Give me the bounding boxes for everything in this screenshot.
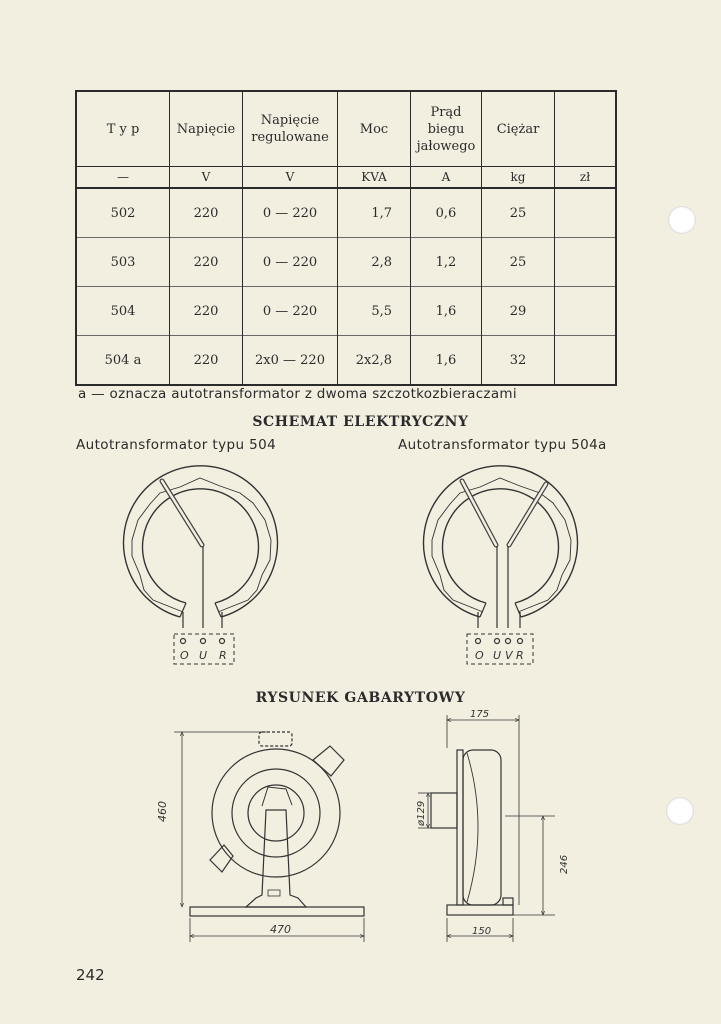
table-cell: 502	[76, 188, 170, 238]
schematic-caption-left: Autotransformator typu 504	[76, 437, 277, 453]
table-cell: 504 a	[76, 336, 170, 386]
table-cell: 503	[76, 238, 170, 287]
table-cell: 0 — 220	[243, 287, 338, 336]
column-header: Prąd biegu jałowego	[411, 91, 482, 167]
terminal-label: O	[475, 649, 484, 662]
table-cell: 32	[482, 336, 555, 386]
table-cell: 25	[482, 188, 555, 238]
column-header: Napięcie	[170, 91, 243, 167]
table-cell: 1,2	[411, 238, 482, 287]
height-dimension: 460	[156, 801, 169, 822]
width-dimension: 470	[270, 923, 291, 936]
side-view-drawing	[418, 715, 555, 942]
schematic-504	[124, 466, 278, 664]
unit-cell: V	[243, 167, 338, 189]
unit-cell: zł	[555, 167, 617, 189]
front-view-drawing	[174, 732, 364, 942]
terminal-label: U	[199, 649, 208, 662]
terminal-label: U	[493, 649, 502, 662]
table-cell: 0 — 220	[243, 238, 338, 287]
table-cell: 0 — 220	[243, 188, 338, 238]
schematic-caption-right: Autotransformator typu 504a	[398, 437, 607, 453]
terminal-label: R	[219, 649, 227, 662]
table-cell: 220	[170, 287, 243, 336]
table-cell: 0,6	[411, 188, 482, 238]
depth-dimension-base: 150	[472, 926, 492, 937]
column-header: Moc	[338, 91, 411, 167]
unit-cell: KVA	[338, 167, 411, 189]
table-cell: 220	[170, 238, 243, 287]
footnote: a — oznacza autotransformator z dwoma szczotkozbieraczami	[78, 386, 517, 402]
table-cell: 2x2,8	[338, 336, 411, 386]
column-header: Ciężar	[482, 91, 555, 167]
unit-cell: V	[170, 167, 243, 189]
table-cell: 1,6	[411, 287, 482, 336]
table-cell: 220	[170, 336, 243, 386]
unit-cell: kg	[482, 167, 555, 189]
axis-height-dimension: 246	[559, 854, 570, 874]
unit-cell: —	[76, 167, 170, 189]
table-cell: 2x0 — 220	[243, 336, 338, 386]
unit-cell: A	[411, 167, 482, 189]
column-header: Napięcie regulowane	[243, 91, 338, 167]
table-cell: 29	[482, 287, 555, 336]
terminal-label: O	[180, 649, 189, 662]
schematic-heading: SCHEMAT ELEKTRYCZNY	[252, 414, 469, 430]
table-cell: 1,7	[338, 188, 411, 238]
table-cell: 2,8	[338, 238, 411, 287]
page-number: 242	[76, 966, 105, 984]
table-cell: 504	[76, 287, 170, 336]
schematic-504a	[423, 466, 577, 664]
terminal-label: R	[516, 649, 524, 662]
table-cell: 220	[170, 188, 243, 238]
terminal-label: V	[505, 649, 513, 662]
table-cell: 5,5	[338, 287, 411, 336]
table-cell: 1,6	[411, 336, 482, 386]
table-cell: 25	[482, 238, 555, 287]
dimension-drawing-heading: RYSUNEK GABARYTOWY	[255, 690, 466, 706]
diameter-dimension: ø129	[416, 800, 427, 826]
depth-dimension-top: 175	[470, 709, 490, 720]
column-header: T y p	[106, 121, 140, 137]
